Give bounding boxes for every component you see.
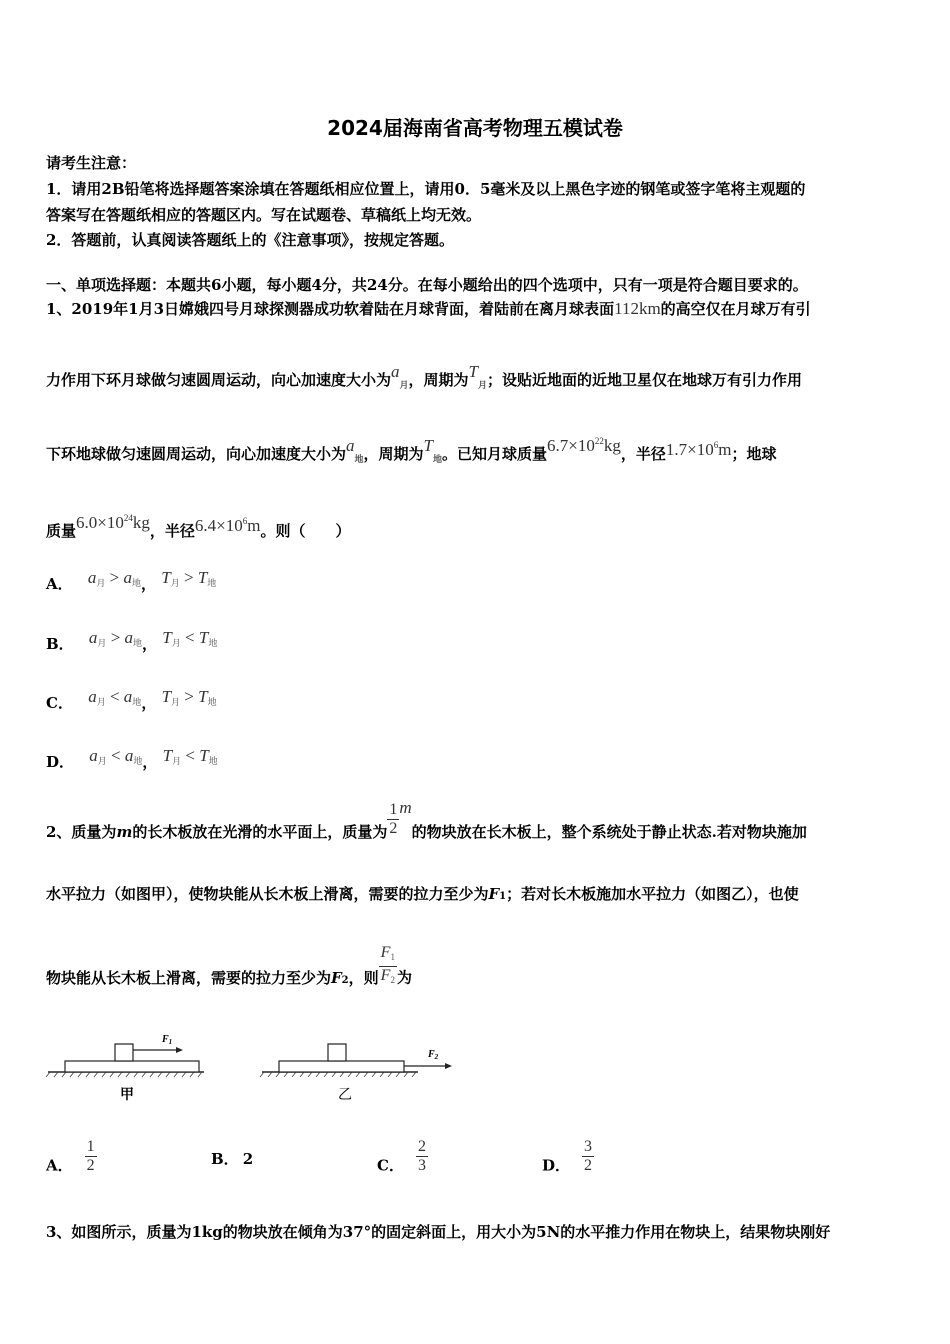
notice-heading: 请考生注意： <box>46 154 137 172</box>
figure-yi <box>258 1030 458 1080</box>
block <box>328 1044 346 1061</box>
q1-option-a[interactable]: A． $a_月 > a_地$， $T_月 > T_地$ <box>46 568 217 593</box>
force-label: $F_2$ <box>428 1049 439 1061</box>
q2-option-b[interactable]: B． 2 <box>211 1150 254 1168</box>
q3-line-1: 3、如图所示，质量为1kg的物块放在倾角为37°的固定斜面上，用大小为5N的水平推力作用在物块上，结果物块刚好 <box>46 1223 831 1241</box>
q2-line-3: 物块能从长木板上滑离，需要的拉力至少为F2，则 $\frac{F_1}{F_2}$ 为 <box>46 944 412 989</box>
q1-line-2: 力作用下环月球做匀速圆周运动，向心加速度大小为$a_月$，周期为$T_月$；设贴近地面的近地卫星仅在地球万有引力作用 <box>46 362 803 391</box>
force-arrowhead <box>176 1047 183 1053</box>
block <box>115 1044 133 1061</box>
page-title: 2024届海南省高考物理五模试卷 <box>327 116 623 140</box>
force-label: $F_1$ <box>162 1034 173 1046</box>
long-board <box>65 1061 199 1072</box>
long-board <box>279 1061 404 1072</box>
q2-option-c[interactable]: C． $\frac{2}{3}$ <box>377 1138 426 1175</box>
q2-option-d[interactable]: D． $\frac{3}{2}$ <box>542 1138 593 1175</box>
figure-jia-label: 甲 <box>120 1087 134 1103</box>
q2-line-2: 水平拉力（如图甲），使物块能从长木板上滑离，需要的拉力至少为F1；若对长木板施加水平拉力（如图乙），也使 <box>46 885 799 903</box>
q2-line-1: 2、质量为m的长木板放在光滑的水平面上，质量为 $\frac{1}{2}$ m的物块放在长木板上，整个系统处于静止状态.若对物块施加 <box>46 798 807 841</box>
q1-option-d[interactable]: D． $a_月 < a_地$， $T_月 < T_地$ <box>46 746 218 771</box>
figure-yi-label: 乙 <box>338 1087 352 1103</box>
q1-option-b[interactable]: B． $a_月 > a_地$， $T_月 < T_地$ <box>46 628 218 653</box>
notice-line-2: 答案写在答题纸相应的答题区内。写在试题卷、草稿纸上均无效。 <box>46 206 482 224</box>
ground-hatch <box>46 1072 202 1077</box>
force-arrowhead <box>445 1063 452 1069</box>
q2-ratio-fraction: $\frac{F_1}{F_2}$ <box>380 944 395 985</box>
q1-line-4: 质量$6.0\times 10^{24}kg$，半径$6.4\times 10^6m$。则（ ） <box>46 513 351 540</box>
ground-hatch <box>260 1072 416 1077</box>
notice-line-3: 2．答题前，认真阅读答题纸上的《注意事项》，按规定答题。 <box>46 231 454 249</box>
figure-jia <box>44 1030 214 1080</box>
q2-option-a[interactable]: A． $\frac{1}{2}$ <box>46 1138 95 1175</box>
notice-line-1: 1．请用2B铅笔将选择题答案涂填在答题纸相应位置上，请用0．5毫米及以上黑色字迹的钢笔或签字笔将主观题的 <box>46 180 806 198</box>
q2-fraction-half: $\frac{1}{2}$ <box>389 800 398 837</box>
section-heading: 一、单项选择题：本题共6小题，每小题4分，共24分。在每小题给出的四个选项中，只有一项是符合题目要求的。 <box>46 276 808 294</box>
q1-line-3: 下环地球做匀速圆周运动，向心加速度大小为$a_地$，周期为$T_地$。已知月球质量$6.7\times 10^{22}kg$，半径$1.7\times 10^6m$；地球 <box>46 436 777 465</box>
q1-line-1: 1、2019年1月3日嫦娥四号月球探测器成功软着陆在月球背面，着陆前在离月球表面112km的高空仅在月球万有引 <box>46 299 811 318</box>
q1-option-c[interactable]: C． $a_月 < a_地$， $T_月 > T_地$ <box>46 687 217 712</box>
